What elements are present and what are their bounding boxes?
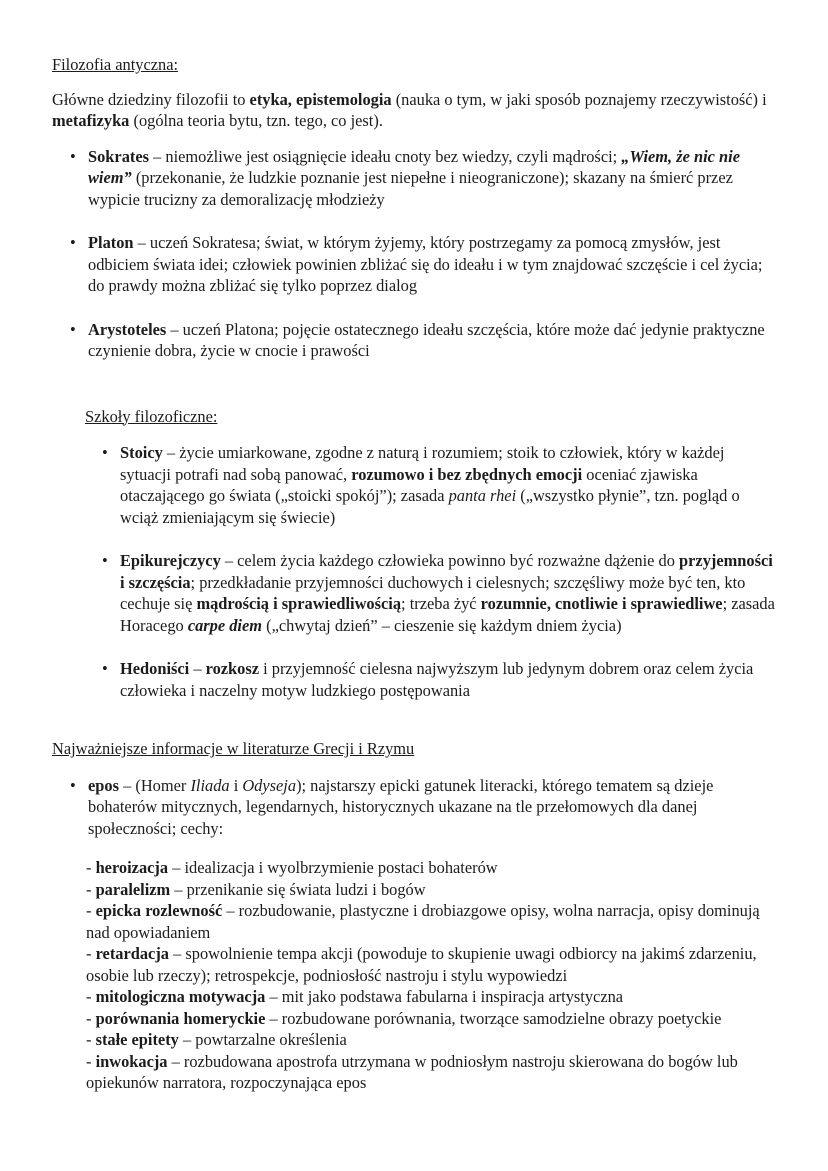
intro-paragraph: Główne dziedziny filozofii to etyka, epistemologia (nauka o tym, w jaki sposób poznajemy rzeczywistość) i metafizyka (ogólna teoria bytu, tzn. tego, co jest). <box>52 89 767 130</box>
heading-szkoly-filozoficzne: Szkoły filozoficzne: <box>85 406 218 426</box>
bullet-marker: • <box>102 443 108 462</box>
list-item-epos <box>52 775 776 840</box>
list-item-text: Platon – uczeń Sokratesa; świat, w którym żyjemy, który postrzegamy za pomocą zmysłów, jest odbiciem świata idei; człowiek powinien zbliżać się do ideału i w tym znajdować szczęście i cel życia; do prawdy można zbliżać się tylko poprzez dialog <box>88 233 763 295</box>
epos-features-list <box>86 857 776 1094</box>
bullet-marker: • <box>70 775 76 795</box>
feature-paralelizm: - paralelizm – przenikanie się świata ludzi i bogów <box>86 879 426 899</box>
feature-inwokacja: - inwokacja – rozbudowana apostrofa utrzymana w podniosłym nastroju skierowana do bogów lub opiekunów narratora, rozpoczynająca epos <box>86 1051 738 1092</box>
literature-list <box>52 775 776 840</box>
bullet-marker: • <box>70 233 76 252</box>
list-item-text: Arystoteles – uczeń Platona; pojęcie ostatecznego ideału szczęścia, które może dać jedynie praktyczne czynienie dobra, życie w cnocie i prawości <box>88 319 765 360</box>
heading-literatura-grecji-rzymu: Najważniejsze informacje w literaturze Grecji i Rzymu <box>52 739 415 758</box>
bullet-marker: • <box>102 659 108 678</box>
feature-heroizacja: - heroizacja – idealizacja i wyolbrzymienie postaci bohaterów <box>86 858 498 877</box>
bullet-marker: • <box>102 551 108 570</box>
philosophers-list <box>52 146 776 362</box>
feature-porownania-homeryckie: - porównania homeryckie – rozbudowane porównania, tworzące samodzielne obrazy poetyckie <box>86 1008 722 1028</box>
list-item-text: Stoicy – życie umiarkowane, zgodne z naturą i rozumiem; stoik to człowiek, który w każdej sytuacji potrafi nad sobą panować, rozumowo i bez zbędnych emocji oceniać zjawiska otaczającego go świata („stoicki spokój”); zasada panta rhei („wszystko płynie”, tzn. pogląd o wciąż zmieniającym się świecie) <box>120 443 740 527</box>
list-item-text: Epikurejczycy – celem życia każdego człowieka powinno być rozważne dążenie do przyjemności i szczęścia; przedkładanie przyjemności duchowych i cielesnych; szczęśliwy może być ten, kto cechuje się mądrością i sprawiedliwością; trzeba żyć rozumnie, cnotliwie i sprawiedliwe; zasada Horacego carpe diem („chwytaj dzień” – cieszenie się każdym dniem życia) <box>120 551 775 635</box>
list-item-epikurejczycy <box>52 550 776 636</box>
list-item-platon <box>52 232 776 297</box>
list-item-arystoteles <box>52 319 776 362</box>
list-item-text: Hedoniści – rozkosz i przyjemność cielesna najwyższym lub jedynym dobrem oraz celem życia człowieka i naczelny motyw ludzkiego postępowania <box>120 659 754 700</box>
feature-stale-epitety: - stałe epitety – powtarzalne określenia <box>86 1030 347 1049</box>
list-item-hedonisci <box>52 658 776 701</box>
list-item-stoicy <box>52 442 776 528</box>
bullet-marker: • <box>70 319 76 339</box>
feature-retardacja: - retardacja – spowolnienie tempa akcji (powoduje to skupienie uwagi odbiorcy na jakimś zdarzeniu, osobie lub rzeczy); retrospekcje, podniosłość nastroju i stylu wypowiedzi <box>86 944 757 985</box>
list-item-sokrates <box>52 146 776 211</box>
list-item-text: Sokrates – niemożliwe jest osiągnięcie ideału cnoty bez wiedzy, czyli mądrości; „Wiem, że nic nie wiem” (przekonanie, że ludzkie poznanie jest niepełne i nieograniczone); skazany na śmierć przez wypicie trucizny za demoralizację młodzieży <box>88 146 740 209</box>
bullet-marker: • <box>70 146 76 166</box>
list-item-text: epos – (Homer Iliada i Odyseja); najstarszy epicki gatunek literacki, którego tematem są dzieje bohaterów mitycznych, legendarnych, historycznych ukazane na tle przełomowych dla danej społeczności; cechy: <box>88 775 714 838</box>
feature-mitologiczna-motywacja: - mitologiczna motywacja – mit jako podstawa fabularna i inspiracja artystyczna <box>86 987 624 1006</box>
schools-list <box>52 442 776 701</box>
feature-epicka-rozlewnosc: - epicka rozlewność – rozbudowanie, plastyczne i drobiazgowe opisy, wolna narracja, opisy dominują nad opowiadaniem <box>86 901 760 942</box>
heading-filozofia-antyczna: Filozofia antyczna: <box>52 55 179 74</box>
